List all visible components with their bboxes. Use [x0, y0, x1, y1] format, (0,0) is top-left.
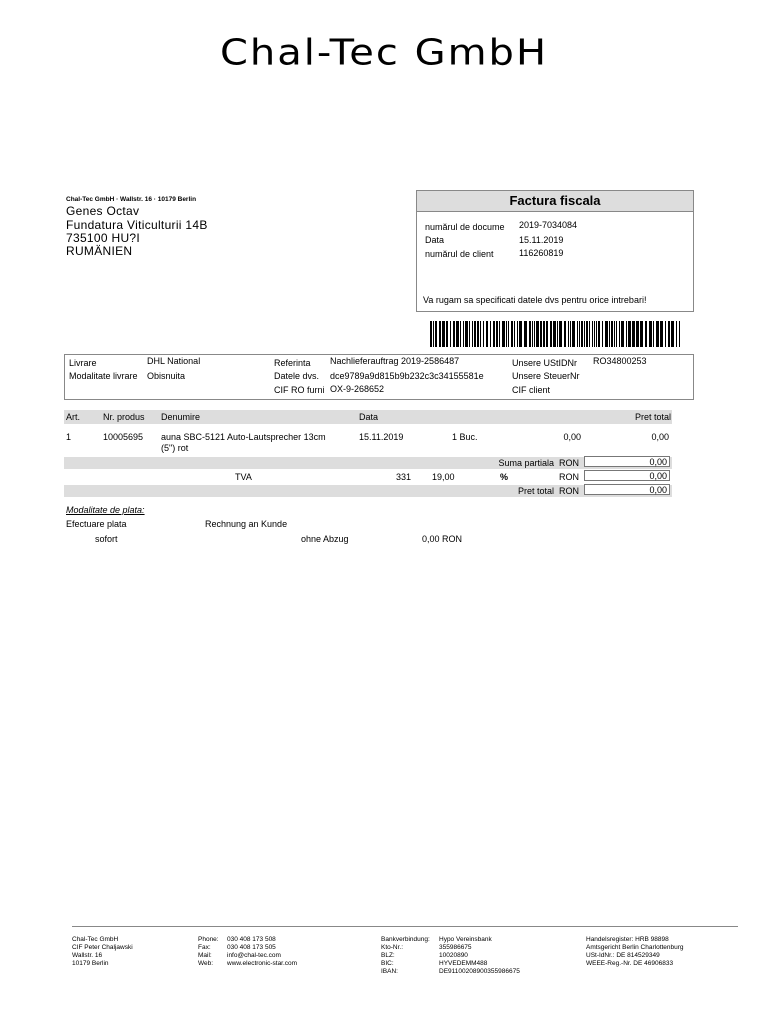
- tva-code: 331: [396, 472, 412, 482]
- invoice-title: Factura fiscala: [417, 191, 693, 212]
- row-total: 0,00: [651, 432, 669, 442]
- subtotal-bar: [64, 457, 672, 469]
- row-denumire-2: (5") rot: [161, 443, 189, 453]
- footer-mail-label: Mail:: [198, 952, 212, 959]
- footer-contact-values: [227, 936, 297, 968]
- client-number-label: numărul de client: [425, 249, 494, 259]
- livrare-label: Livrare: [69, 358, 97, 368]
- recipient-name: Genes Octav: [66, 204, 140, 218]
- footer-bank-values: [439, 936, 520, 976]
- doc-number: 2019-7034084: [519, 220, 578, 230]
- footer-street: Wallstr. 16: [72, 952, 103, 959]
- row-unit-price: 0,00: [563, 432, 581, 442]
- recipient-city: 735100 HU?I: [66, 231, 141, 245]
- invoice-box: [416, 190, 694, 312]
- footer-bic-label: BIC:: [381, 960, 394, 967]
- payment-method: Rechnung an Kunde: [205, 519, 288, 529]
- footer-blz: 10020890: [439, 952, 468, 959]
- footer-registry: [586, 936, 684, 968]
- footer-ceo: CIF Peter Chaljawski: [72, 944, 133, 951]
- subtotal-value: 0,00: [584, 456, 670, 467]
- recipient-country: RUMÄNIEN: [66, 244, 133, 258]
- footer-court: Amtsgericht Berlin Charlottenburg: [586, 944, 684, 951]
- payment-title: Modalitate de plata:: [66, 505, 145, 515]
- payment-term: sofort: [95, 534, 118, 544]
- total-label: Pret total: [517, 486, 554, 496]
- col-art: Art.: [66, 412, 81, 422]
- footer-blz-label: BLZ:: [381, 952, 395, 959]
- tva-value: 0,00: [584, 470, 670, 481]
- subtotal-label: Suma partiala: [498, 458, 554, 468]
- ustid-value: RO34800253: [593, 356, 647, 366]
- footer-kto-label: Kto-Nr.:: [381, 944, 404, 951]
- row-data: 15.11.2019: [359, 432, 404, 442]
- footer-kto: 355986675: [439, 944, 472, 951]
- barcode-image: [430, 321, 682, 347]
- row-qty: 1 Buc.: [452, 432, 478, 442]
- cif-furnizor-value: OX-9-268652: [330, 384, 385, 394]
- tva-rate: 19,00: [432, 472, 455, 482]
- total-value: 0,00: [584, 484, 670, 495]
- footer-bank-labels: [381, 936, 430, 976]
- tva-label: TVA: [235, 472, 252, 482]
- footer-hrb: Handelsregister: HRB 98898: [586, 936, 669, 943]
- footer-mail: info@chal-tec.com: [227, 952, 281, 959]
- footer-bank: Hypo Vereinsbank: [439, 936, 492, 943]
- livrare-value: DHL National: [147, 356, 201, 366]
- footer-divider: [72, 926, 738, 927]
- tva-percent: %: [500, 472, 509, 482]
- col-nr-produs: Nr. produs: [103, 412, 145, 422]
- total-bar: [64, 485, 672, 497]
- footer-iban: DE91100208900355986675: [439, 968, 520, 975]
- footer-contact-labels: [198, 936, 219, 968]
- modalitate-value: Obisnuita: [147, 371, 186, 381]
- footer-phone: 030 408 173 508: [227, 936, 276, 943]
- client-number: 116260819: [519, 248, 564, 258]
- payment-discount: ohne Abzug: [301, 534, 349, 544]
- referinta-label: Referinta: [274, 358, 311, 368]
- subtotal-currency: RON: [559, 458, 579, 468]
- ustid-label: Unsere UStIDNr: [512, 358, 578, 368]
- footer-company: [72, 936, 133, 968]
- invoice-note: Va rugam sa specificati datele dvs pentru orice intrebari!: [423, 295, 647, 305]
- row-art: 1: [66, 432, 72, 442]
- recipient-street: Fundatura Viticulturii 14B: [66, 218, 208, 232]
- company-logo: Chal-Tec GmbH: [219, 32, 549, 74]
- date-label: Data: [425, 235, 445, 245]
- row-denumire: auna SBC-5121 Auto-Lautsprecher 13cm: [161, 432, 326, 442]
- footer-weee: WEEE-Reg.-Nr. DE 46906833: [586, 960, 674, 967]
- payment-amount: 0,00 RON: [422, 534, 463, 544]
- doc-number-label: numărul de docume: [425, 222, 505, 232]
- row-nr-produs: 10005695: [103, 432, 144, 442]
- payment-label: Efectuare plata: [66, 519, 127, 529]
- datele-value: dce9789a9d815b9b232c3c34155581e: [330, 371, 484, 381]
- steuernr-label: Unsere SteuerNr: [512, 371, 580, 381]
- footer-web-label: Web:: [198, 960, 214, 967]
- delivery-info-box: [64, 354, 694, 400]
- footer-bic: HYVEDEMM488: [439, 960, 488, 967]
- col-data: Data: [359, 412, 379, 422]
- cif-client-label: CIF client: [512, 385, 551, 395]
- invoice-date: 15.11.2019: [519, 235, 564, 245]
- footer-web: www.electronic-star.com: [227, 960, 298, 967]
- datele-label: Datele dvs.: [274, 371, 320, 381]
- col-denumire: Denumire: [161, 412, 201, 422]
- footer-bank-label: Bankverbindung:: [381, 936, 430, 943]
- col-pret-total: Pret total: [634, 412, 671, 422]
- total-currency: RON: [559, 486, 579, 496]
- footer-city: 10179 Berlin: [72, 960, 109, 967]
- cif-furnizor-label: CIF RO furni: [274, 385, 325, 395]
- tva-currency: RON: [559, 472, 579, 482]
- footer-iban-label: IBAN:: [381, 968, 398, 975]
- modalitate-label: Modalitate livrare: [69, 371, 138, 381]
- referinta-value: Nachlieferauftrag 2019-2586487: [330, 356, 460, 366]
- sender-line: Chal-Tec GmbH · Wallstr. 16 · 10179 Berlin: [66, 196, 197, 203]
- footer-fax-label: Fax:: [198, 944, 211, 951]
- footer-ustid: USt-IdNr.: DE 814529349: [586, 952, 660, 959]
- footer-fax: 030 408 173 505: [227, 944, 276, 951]
- footer-phone-label: Phone:: [198, 936, 219, 943]
- footer-company-name: Chal-Tec GmbH: [72, 936, 119, 943]
